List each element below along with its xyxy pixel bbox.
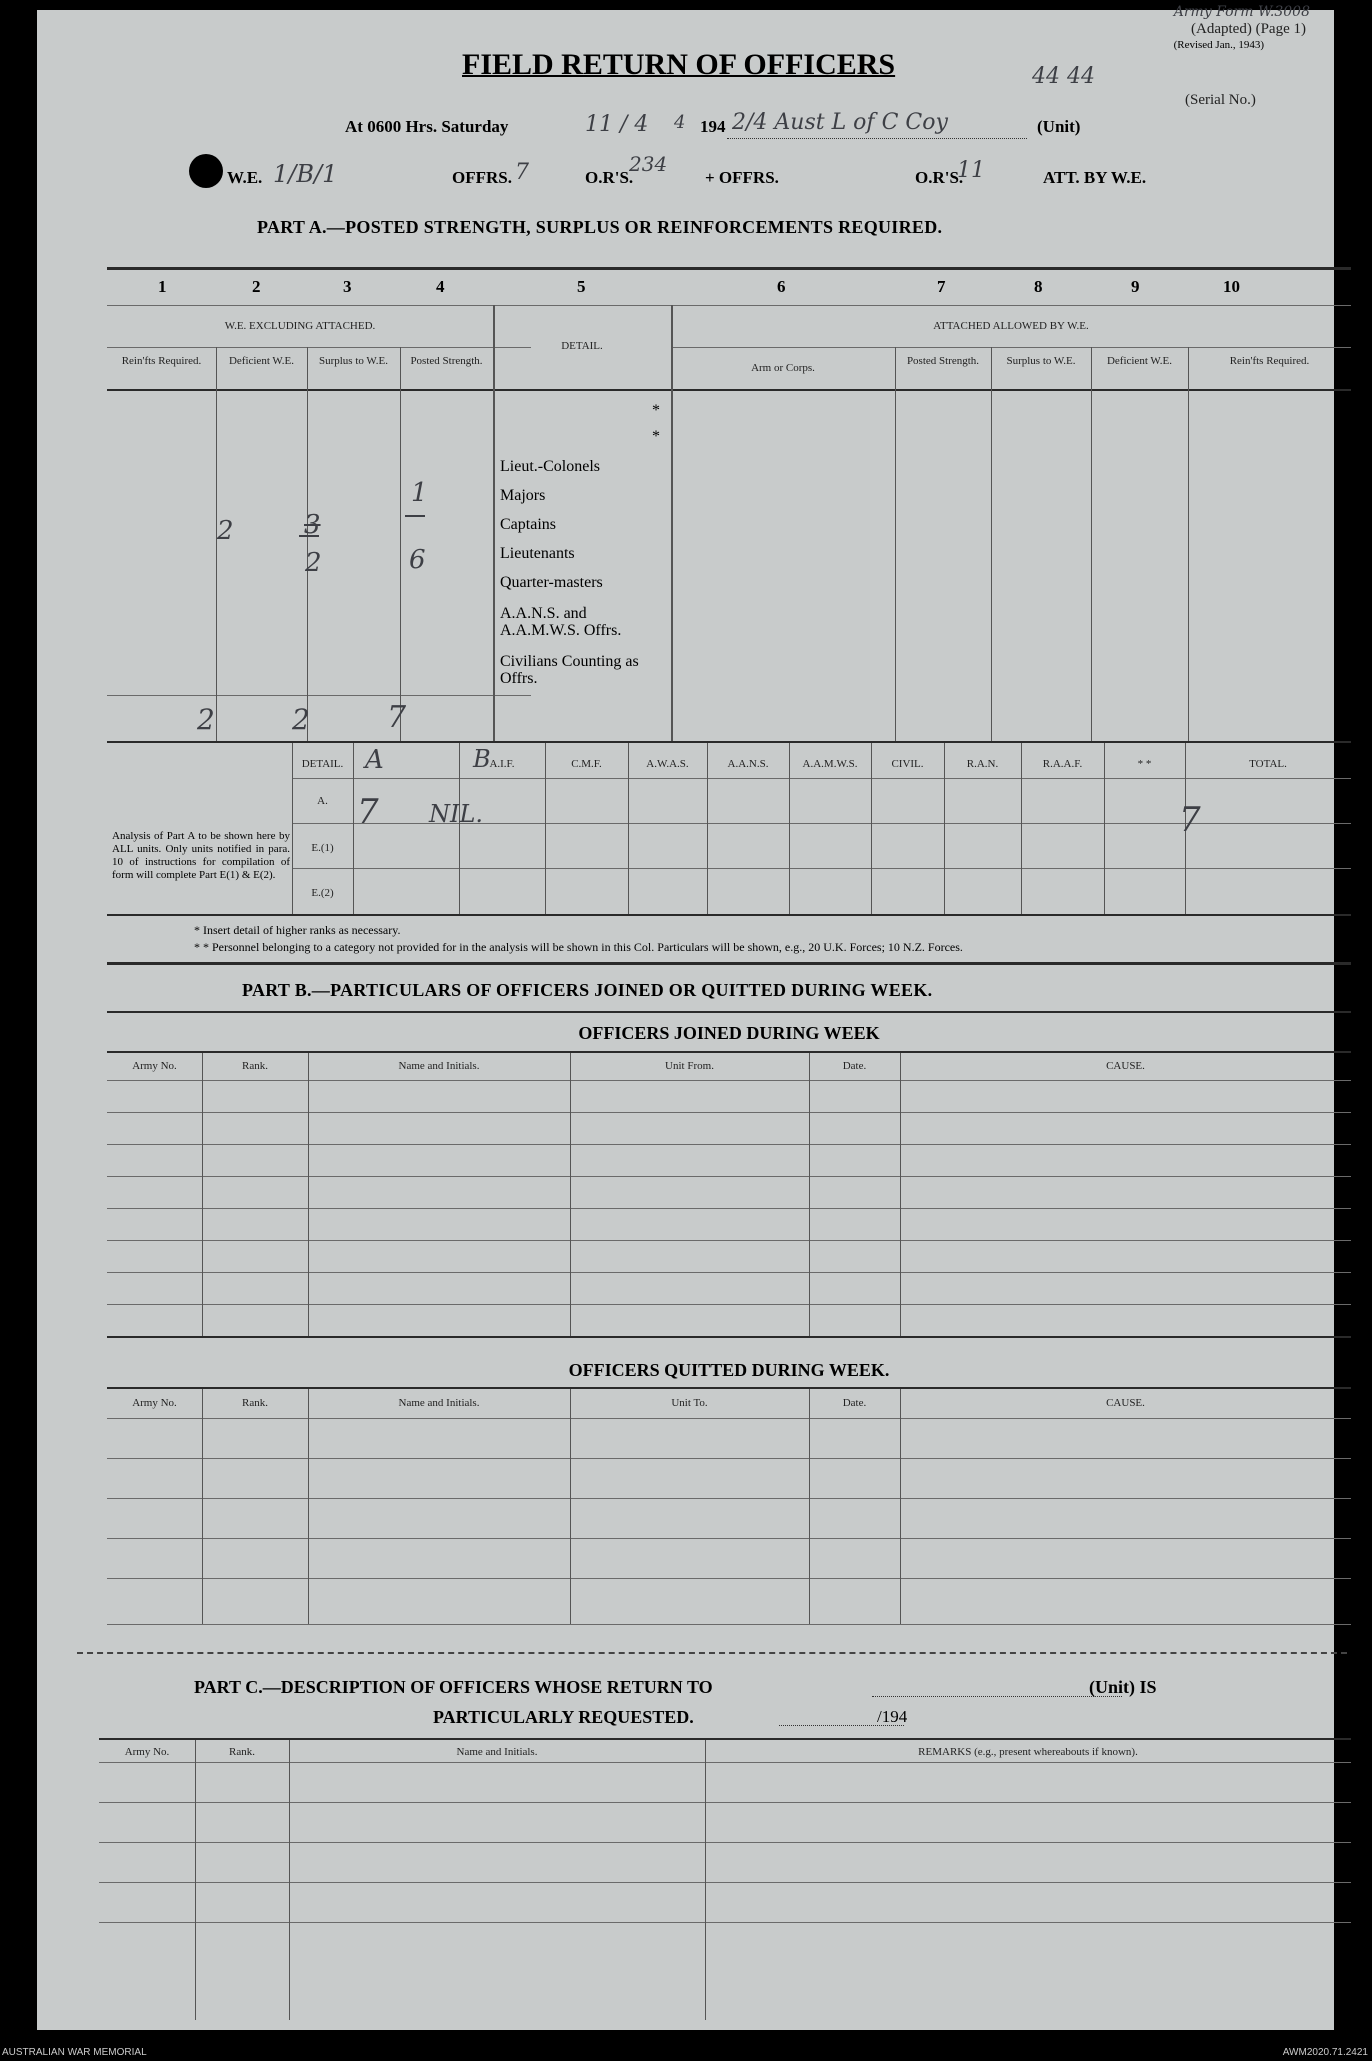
part-c-title-a: PART C.—DESCRIPTION OF OFFICERS WHOSE RETURN TO bbox=[194, 1677, 713, 1697]
rank-lt-col: Lieut.-Colonels bbox=[500, 458, 600, 475]
hw-total-posted: 7 bbox=[387, 700, 407, 735]
part-a-top-rule bbox=[107, 267, 1351, 270]
col-num-7: 7 bbox=[937, 277, 946, 296]
unit-line bbox=[727, 138, 1027, 139]
an-head-detail: DETAIL. bbox=[301, 758, 344, 770]
quitted-col-name: Name and Initials. bbox=[398, 1397, 480, 1409]
unit-label: (Unit) bbox=[1037, 117, 1081, 136]
rank-aans: A.A.N.S. and A.A.M.W.S. Offrs. bbox=[500, 605, 622, 639]
hw-analysis-b: B bbox=[473, 745, 491, 773]
hw-analysis-nil: NIL. bbox=[429, 800, 484, 828]
col-att-surplus: Surplus to W.E. bbox=[1006, 355, 1076, 367]
col-num-10: 10 bbox=[1223, 277, 1240, 296]
an-head-awas: A.W.A.S. bbox=[646, 758, 689, 770]
joined-col-rank: Rank. bbox=[242, 1060, 268, 1072]
col-att-reinfts: Rein'fts Required. bbox=[1229, 355, 1310, 367]
part-b-title: PART B.—PARTICULARS OF OFFICERS JOINED OR QUITTED DURING WEEK. bbox=[242, 980, 933, 1000]
quitted-col-army-no: Army No. bbox=[132, 1397, 177, 1409]
an-head-aif: A.I.F. bbox=[489, 758, 515, 770]
c-col-name: Name and Initials. bbox=[456, 1746, 538, 1758]
hw-posted-6: 6 bbox=[409, 545, 426, 575]
rank-majors: Majors bbox=[500, 487, 546, 504]
form-title: FIELD RETURN OF OFFICERS bbox=[462, 48, 896, 81]
hw-posted-1: 1 bbox=[411, 478, 428, 508]
col-num-8: 8 bbox=[1034, 277, 1043, 296]
part-c-title-b: (Unit) IS bbox=[1089, 1677, 1157, 1697]
joined-col-unit-from: Unit From. bbox=[665, 1060, 714, 1072]
we-handwritten: 1/B/1 bbox=[273, 160, 338, 188]
rank-captains: Captains bbox=[500, 516, 556, 533]
form-revised: (Revised Jan., 1943) bbox=[1173, 39, 1264, 51]
col-num-4: 4 bbox=[436, 277, 445, 296]
quitted-title: OFFICERS QUITTED DURING WEEK. bbox=[568, 1360, 890, 1380]
an-head-other: * * bbox=[1137, 758, 1152, 770]
quitted-col-cause: CAUSE. bbox=[1106, 1397, 1145, 1409]
ors-label: O.R'S. bbox=[585, 168, 634, 187]
hw-total-deficient: 2 bbox=[197, 703, 215, 736]
hw-surplus-struck: 3 bbox=[304, 510, 321, 540]
offrs-handwritten: 7 bbox=[515, 160, 529, 185]
footer-right: AWM2020.71.2421 bbox=[1282, 2047, 1368, 2058]
ors2-label: O.R'S. bbox=[915, 168, 964, 187]
joined-col-date: Date. bbox=[842, 1060, 867, 1072]
an-head-ran: R.A.N. bbox=[966, 758, 999, 770]
foot-note-2: * * Personnel belonging to a category not provided for in the analysis will be shown in this Col. Particulars will be shown, e.g., 20 U.K. Forces; 10 N.Z. Forces. bbox=[194, 940, 963, 954]
an-head-aans: A.A.N.S. bbox=[727, 758, 769, 770]
hw-analysis-a-value: 7 bbox=[357, 792, 379, 832]
an-head-aamws: A.A.M.W.S. bbox=[802, 758, 858, 770]
an-head-total: TOTAL. bbox=[1249, 758, 1287, 770]
col-arm-corps: Arm or Corps. bbox=[751, 362, 815, 374]
joined-col-name: Name and Initials. bbox=[398, 1060, 480, 1072]
quitted-col-date: Date. bbox=[842, 1397, 867, 1409]
c-col-rank: Rank. bbox=[229, 1746, 255, 1758]
star-1: * bbox=[652, 402, 660, 419]
hw-analysis-a: A bbox=[365, 745, 384, 775]
col-num-5: 5 bbox=[577, 277, 586, 296]
rank-civilians: Civilians Counting as Offrs. bbox=[500, 653, 639, 687]
col-att-deficient: Deficient W.E. bbox=[1106, 355, 1173, 367]
at-line: At 0600 Hrs. Saturday bbox=[345, 117, 509, 136]
c-col-army-no: Army No. bbox=[124, 1746, 170, 1758]
quitted-col-rank: Rank. bbox=[242, 1397, 268, 1409]
c-col-remarks: REMARKS (e.g., present whereabouts if known). bbox=[918, 1746, 1138, 1758]
punch-hole bbox=[189, 154, 223, 188]
ors-handwritten: 234 bbox=[629, 152, 668, 176]
an-row-e1: E.(1) bbox=[311, 842, 334, 854]
an-row-a: A. bbox=[317, 795, 328, 807]
offrs-label: OFFRS. bbox=[452, 168, 512, 187]
hw-analysis-total: 7 bbox=[1179, 800, 1201, 840]
detail-header: DETAIL. bbox=[561, 340, 603, 352]
star-2: * bbox=[652, 428, 660, 445]
we-excluding-header: W.E. EXCLUDING ATTACHED. bbox=[224, 320, 376, 332]
an-head-civil: CIVIL. bbox=[891, 758, 924, 770]
joined-col-cause: CAUSE. bbox=[1106, 1060, 1145, 1072]
tear-line bbox=[77, 1652, 1347, 1654]
col-att-posted: Posted Strength. bbox=[906, 355, 980, 367]
part-c-title-c: PARTICULARLY REQUESTED. bbox=[433, 1707, 694, 1727]
att-label: ATT. BY W.E. bbox=[1043, 168, 1147, 187]
part-a-title: PART A.—POSTED STRENGTH, SURPLUS OR REINFORCEMENTS REQUIRED. bbox=[257, 217, 943, 237]
year-handwritten: 4 bbox=[674, 112, 686, 133]
serial-number: 44 44 bbox=[1032, 64, 1095, 89]
serial-label: (Serial No.) bbox=[1185, 92, 1256, 108]
col-num-2: 2 bbox=[252, 277, 261, 296]
unit-handwritten: 2/4 Aust L of C Coy bbox=[732, 110, 948, 135]
year-printed: 194 bbox=[700, 117, 726, 136]
hw-deficient-2: 2 bbox=[217, 516, 234, 546]
col-posted: Posted Strength. bbox=[410, 355, 483, 367]
attached-header: ATTACHED ALLOWED BY W.E. bbox=[933, 320, 1089, 332]
joined-col-army-no: Army No. bbox=[132, 1060, 177, 1072]
part-c-year: /194 bbox=[877, 1707, 908, 1726]
date-handwritten: 11 / 4 bbox=[585, 112, 649, 137]
footer-left: AUSTRALIAN WAR MEMORIAL bbox=[2, 2047, 147, 2058]
hw-total-surplus: 2 bbox=[292, 703, 310, 736]
quitted-col-unit-to: Unit To. bbox=[671, 1397, 708, 1409]
an-head-cmf: C.M.F. bbox=[571, 758, 602, 770]
analysis-note: Analysis of Part A to be shown here by ALL units. Only units notified in para. 10 of instructions for compilation of form will complete Part E(1) & E(2). bbox=[112, 830, 290, 881]
col-num-1: 1 bbox=[158, 277, 167, 296]
we-label: W.E. bbox=[227, 168, 263, 187]
hw-surplus-2: 2 bbox=[305, 548, 322, 578]
an-row-e2: E.(2) bbox=[311, 887, 334, 899]
an-head-raaf: R.A.A.F. bbox=[1042, 758, 1083, 770]
col-surplus: Surplus to W.E. bbox=[318, 355, 389, 367]
foot-note-1: * Insert detail of higher ranks as necessary. bbox=[194, 923, 401, 937]
col-reinfts: Rein'fts Required. bbox=[121, 355, 202, 367]
form-paper bbox=[37, 4, 1334, 2030]
form-number: Army Form W.3008 bbox=[1173, 4, 1310, 20]
ors2-handwritten: 11 bbox=[957, 158, 985, 183]
rank-lieutenants: Lieutenants bbox=[500, 545, 575, 562]
col-num-3: 3 bbox=[343, 277, 352, 296]
col-num-9: 9 bbox=[1131, 277, 1140, 296]
col-deficient: Deficient W.E. bbox=[228, 355, 295, 367]
plus-offrs-label: + OFFRS. bbox=[705, 168, 779, 187]
joined-title: OFFICERS JOINED DURING WEEK bbox=[578, 1023, 880, 1043]
rank-qm: Quarter-masters bbox=[500, 574, 603, 591]
col-num-6: 6 bbox=[777, 277, 786, 296]
form-adapted: (Adapted) (Page 1) bbox=[1191, 21, 1306, 37]
